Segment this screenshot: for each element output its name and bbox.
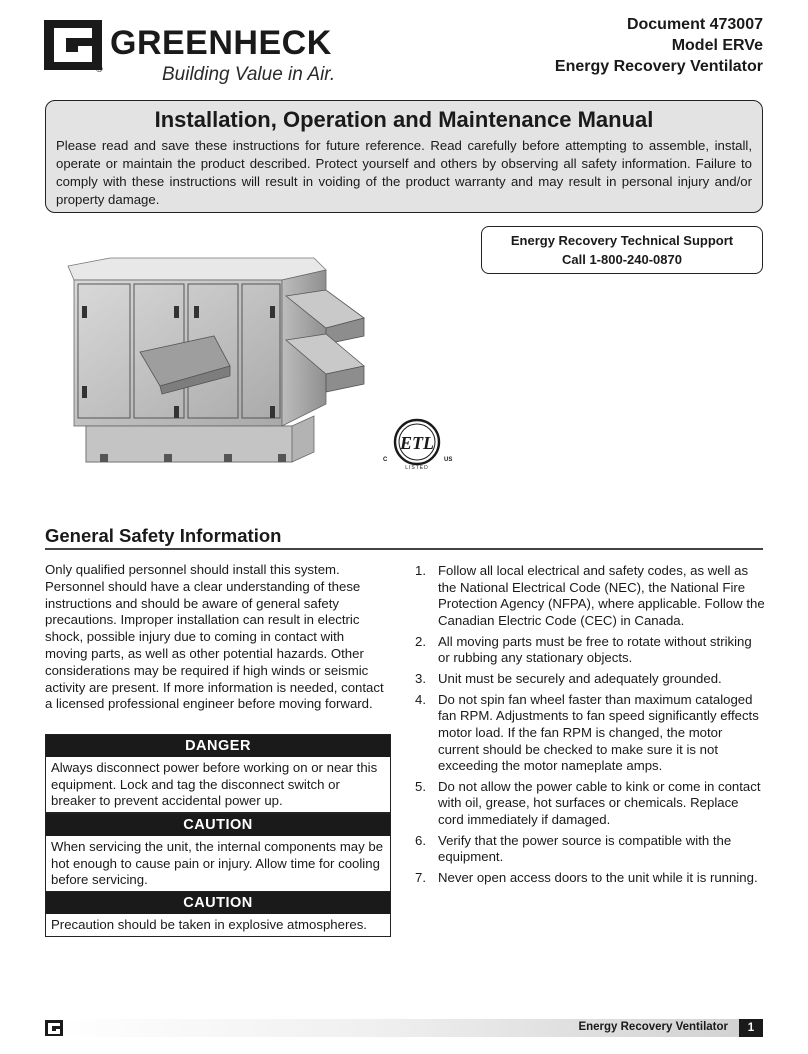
- document-info: [555, 14, 763, 77]
- etl-mark-text: ETL: [400, 433, 434, 453]
- safety-intro-text: Only qualified personnel should install this system. Personnel should have a clear understanding of these instructions and should be aware of general safety precautions. Improper installation can result in electric shock, possible injury due to coming in contact with moving parts, as well as other potential hazards. Other considerations may be required if high winds or seismic activity are present. If more information is needed, contact a licensed professional engineer before moving forward.: [45, 562, 384, 712]
- manual-title: Installation, Operation and Maintenance Manual: [154, 107, 654, 132]
- brand-name: GREENHECK: [110, 24, 332, 62]
- greenheck-logo-mark-icon: [44, 20, 102, 70]
- document-number: Document 473007: [626, 16, 763, 33]
- etl-listed-text: LISTED: [405, 465, 429, 471]
- greenheck-small-logo-icon: [45, 1020, 63, 1036]
- list-item: 1. Follow all local electrical and safety codes, as well as the National Electrical Code (NEC), the National Fire Protection Agency (NFPA), where applicable. Follow the Canadian Electric Code (CEC) in Canada.: [415, 563, 765, 628]
- etl-c-text: C: [383, 457, 388, 463]
- footer-title: Energy Recovery Ventilator: [578, 1021, 728, 1033]
- model-name: Model ERVe: [671, 37, 763, 54]
- list-item: 2. All moving parts must be free to rotate without striking or rubbing any stationary objects.: [415, 633, 752, 666]
- erv-unit-image: [64, 256, 380, 478]
- list-item: 6. Verify that the power source is compatible with the equipment.: [415, 832, 732, 865]
- caution-text: Precaution should be taken in explosive atmospheres.: [51, 917, 367, 932]
- intro-box: [45, 100, 763, 213]
- section-title: General Safety Information: [45, 525, 282, 546]
- support-title: Energy Recovery Technical Support: [510, 233, 734, 248]
- list-item: 4. Do not spin fan wheel faster than maximum cataloged fan RPM. Adjustments to fan speed significantly effects motor load. If the fan RPM is changed, the motor current should be checked to make sure it is not exceeding the motor nameplate amps.: [415, 691, 759, 774]
- product-name: Energy Recovery Ventilator: [554, 58, 763, 75]
- etl-us-text: US: [444, 457, 453, 463]
- caution-text: When servicing the unit, the internal components may be hot enough to cause pain or injury. Allow time for cooling before servicing.: [51, 839, 384, 888]
- caution-notice-explosive: [45, 891, 391, 937]
- caution-label: CAUTION: [46, 892, 390, 914]
- caution-notice-hot: [45, 813, 391, 892]
- list-item: 7. Never open access doors to the unit while it is running.: [415, 870, 758, 886]
- caution-label: CAUTION: [46, 814, 390, 836]
- list-item: 5. Do not allow the power cable to kink or come in contact with oil, grease, hot surfaces or chemicals. Replace cord immediately if damaged.: [415, 778, 761, 828]
- danger-label: DANGER: [46, 735, 390, 757]
- list-item: 3. Unit must be securely and adequately grounded.: [415, 670, 722, 686]
- registered-mark: ®: [96, 64, 103, 74]
- section-divider: [45, 548, 763, 550]
- support-phone: Call 1-800-240-0870: [562, 252, 682, 267]
- safety-rules-list: [413, 563, 765, 891]
- support-box: [481, 226, 763, 274]
- etl-listed-icon: [380, 416, 454, 472]
- greenheck-logo: [44, 20, 344, 90]
- brand-tagline: Building Value in Air.: [162, 64, 336, 85]
- intro-text: Please read and save these instructions for future reference. Read carefully before attempting to assemble, install, operate or maintain the product described. Protect yourself and others by observing all safety information. Failure to comply with these instructions will result in voiding of the product warranty and may result in personal injury and/or property damage.: [56, 138, 752, 207]
- danger-notice: [45, 734, 391, 813]
- page-number: 1: [739, 1019, 763, 1037]
- danger-text: Always disconnect power before working on or near this equipment. Lock and tag the disconnect switch or breaker to prevent accidental power up.: [51, 760, 378, 809]
